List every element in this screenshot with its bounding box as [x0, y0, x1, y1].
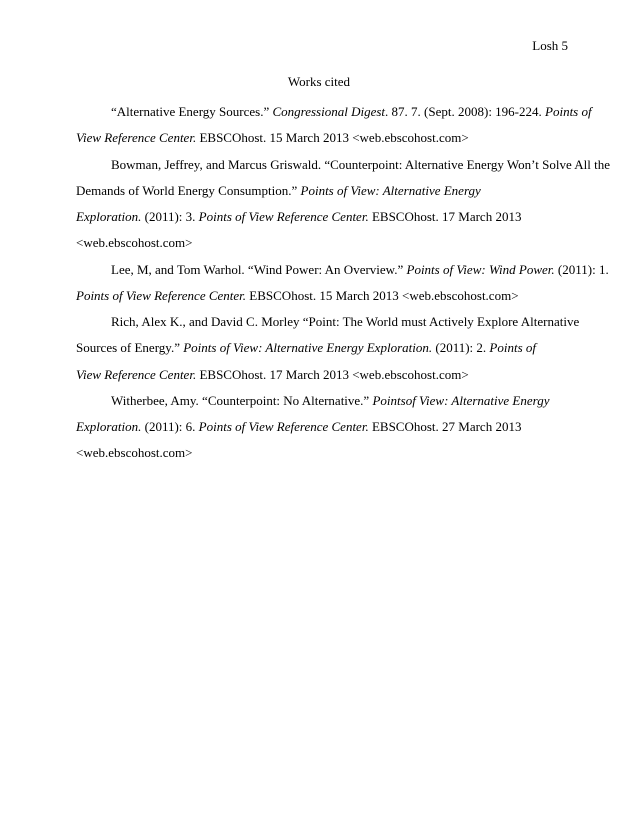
- citation-source-title: Points of View: Alternative Energy Exploration.: [183, 340, 433, 356]
- citation-text: Rich, Alex K., and David C. Morley “Point: The World must Actively Explore Alternative: [111, 314, 580, 329]
- citation-text: (2011): 6.: [141, 419, 199, 434]
- page-title: Works cited: [287, 74, 351, 89]
- citation-entry: [76, 152, 611, 257]
- citation-text: EBSCOhost. 15 March 2013 <web.ebscohost.com>: [196, 130, 469, 146]
- running-head: Losh 5: [532, 38, 568, 53]
- citation-line: [111, 99, 592, 125]
- citation-text: EBSCOhost. 15 March 2013 <web.ebscohost.com>: [246, 287, 519, 303]
- citation-text: EBSCOhost. 17 March 2013: [368, 209, 522, 224]
- citation-line: [111, 257, 609, 283]
- citation-source-title: Points of View: Wind Power.: [406, 261, 555, 277]
- citation-line: [76, 283, 566, 309]
- citation-source-title: Points of View Reference Center.: [198, 209, 369, 224]
- citation-source-title: Points of View Reference Center.: [198, 419, 369, 434]
- citation-text: <web.ebscohost.com>: [76, 445, 193, 461]
- citation-line: [76, 230, 566, 256]
- citation-line: [76, 414, 566, 440]
- citation-text: . 87. 7. (Sept. 2008): 196-224.: [385, 104, 546, 119]
- citation-text: EBSCOhost. 17 March 2013 <web.ebscohost.com>: [196, 366, 469, 382]
- citation-source-title: Pointsof View: Alternative Energy: [372, 392, 550, 408]
- citation-text: EBSCOhost. 27 March 2013: [368, 419, 522, 434]
- citation-source-title: Exploration.: [76, 209, 142, 224]
- citation-text: <web.ebscohost.com>: [76, 235, 193, 251]
- citation-entry: [76, 388, 566, 467]
- citation-entry: [76, 257, 609, 310]
- citation-entry: [76, 99, 592, 152]
- citation-line: [76, 178, 566, 204]
- citation-text: Sources of Energy.”: [76, 340, 184, 356]
- citation-source-title: Exploration.: [76, 419, 142, 434]
- citation-source-title: Points of: [489, 340, 536, 356]
- citation-text: Lee, M, and Tom Warhol. “Wind Power: An Overview.”: [111, 261, 407, 277]
- citation-text: Bowman, Jeffrey, and Marcus Griswald. “Counterpoint: Alternative Energy Won’t Solve All the: [111, 156, 611, 172]
- citation-line: [76, 125, 566, 151]
- citation-line: [76, 335, 566, 361]
- citation-line: [76, 204, 566, 230]
- citation-source-title: View Reference Center.: [76, 366, 197, 382]
- citation-text: (2011): 1.: [554, 261, 609, 277]
- citation-line: [76, 440, 566, 466]
- citation-line: [111, 309, 580, 335]
- citation-text: Demands of World Energy Consumption.”: [76, 182, 301, 198]
- citation-text: Witherbee, Amy. “Counterpoint: No Alternative.”: [111, 392, 373, 408]
- citation-source-title: Points of View: Alternative Energy: [300, 182, 481, 198]
- citation-text: (2011): 3.: [141, 209, 199, 224]
- citation-source-title: Congressional Digest: [272, 104, 386, 119]
- citation-line: [111, 152, 611, 178]
- citation-text: “Alternative Energy Sources.”: [111, 104, 273, 119]
- citation-line: [76, 362, 566, 388]
- citation-source-title: Points of: [545, 104, 592, 119]
- citation-text: (2011): 2.: [432, 340, 490, 356]
- citation-source-title: Points of View Reference Center.: [76, 287, 247, 303]
- works-cited-list: [76, 99, 611, 467]
- citation-line: [111, 388, 566, 414]
- citation-entry: [76, 309, 580, 388]
- citation-source-title: View Reference Center.: [76, 130, 197, 146]
